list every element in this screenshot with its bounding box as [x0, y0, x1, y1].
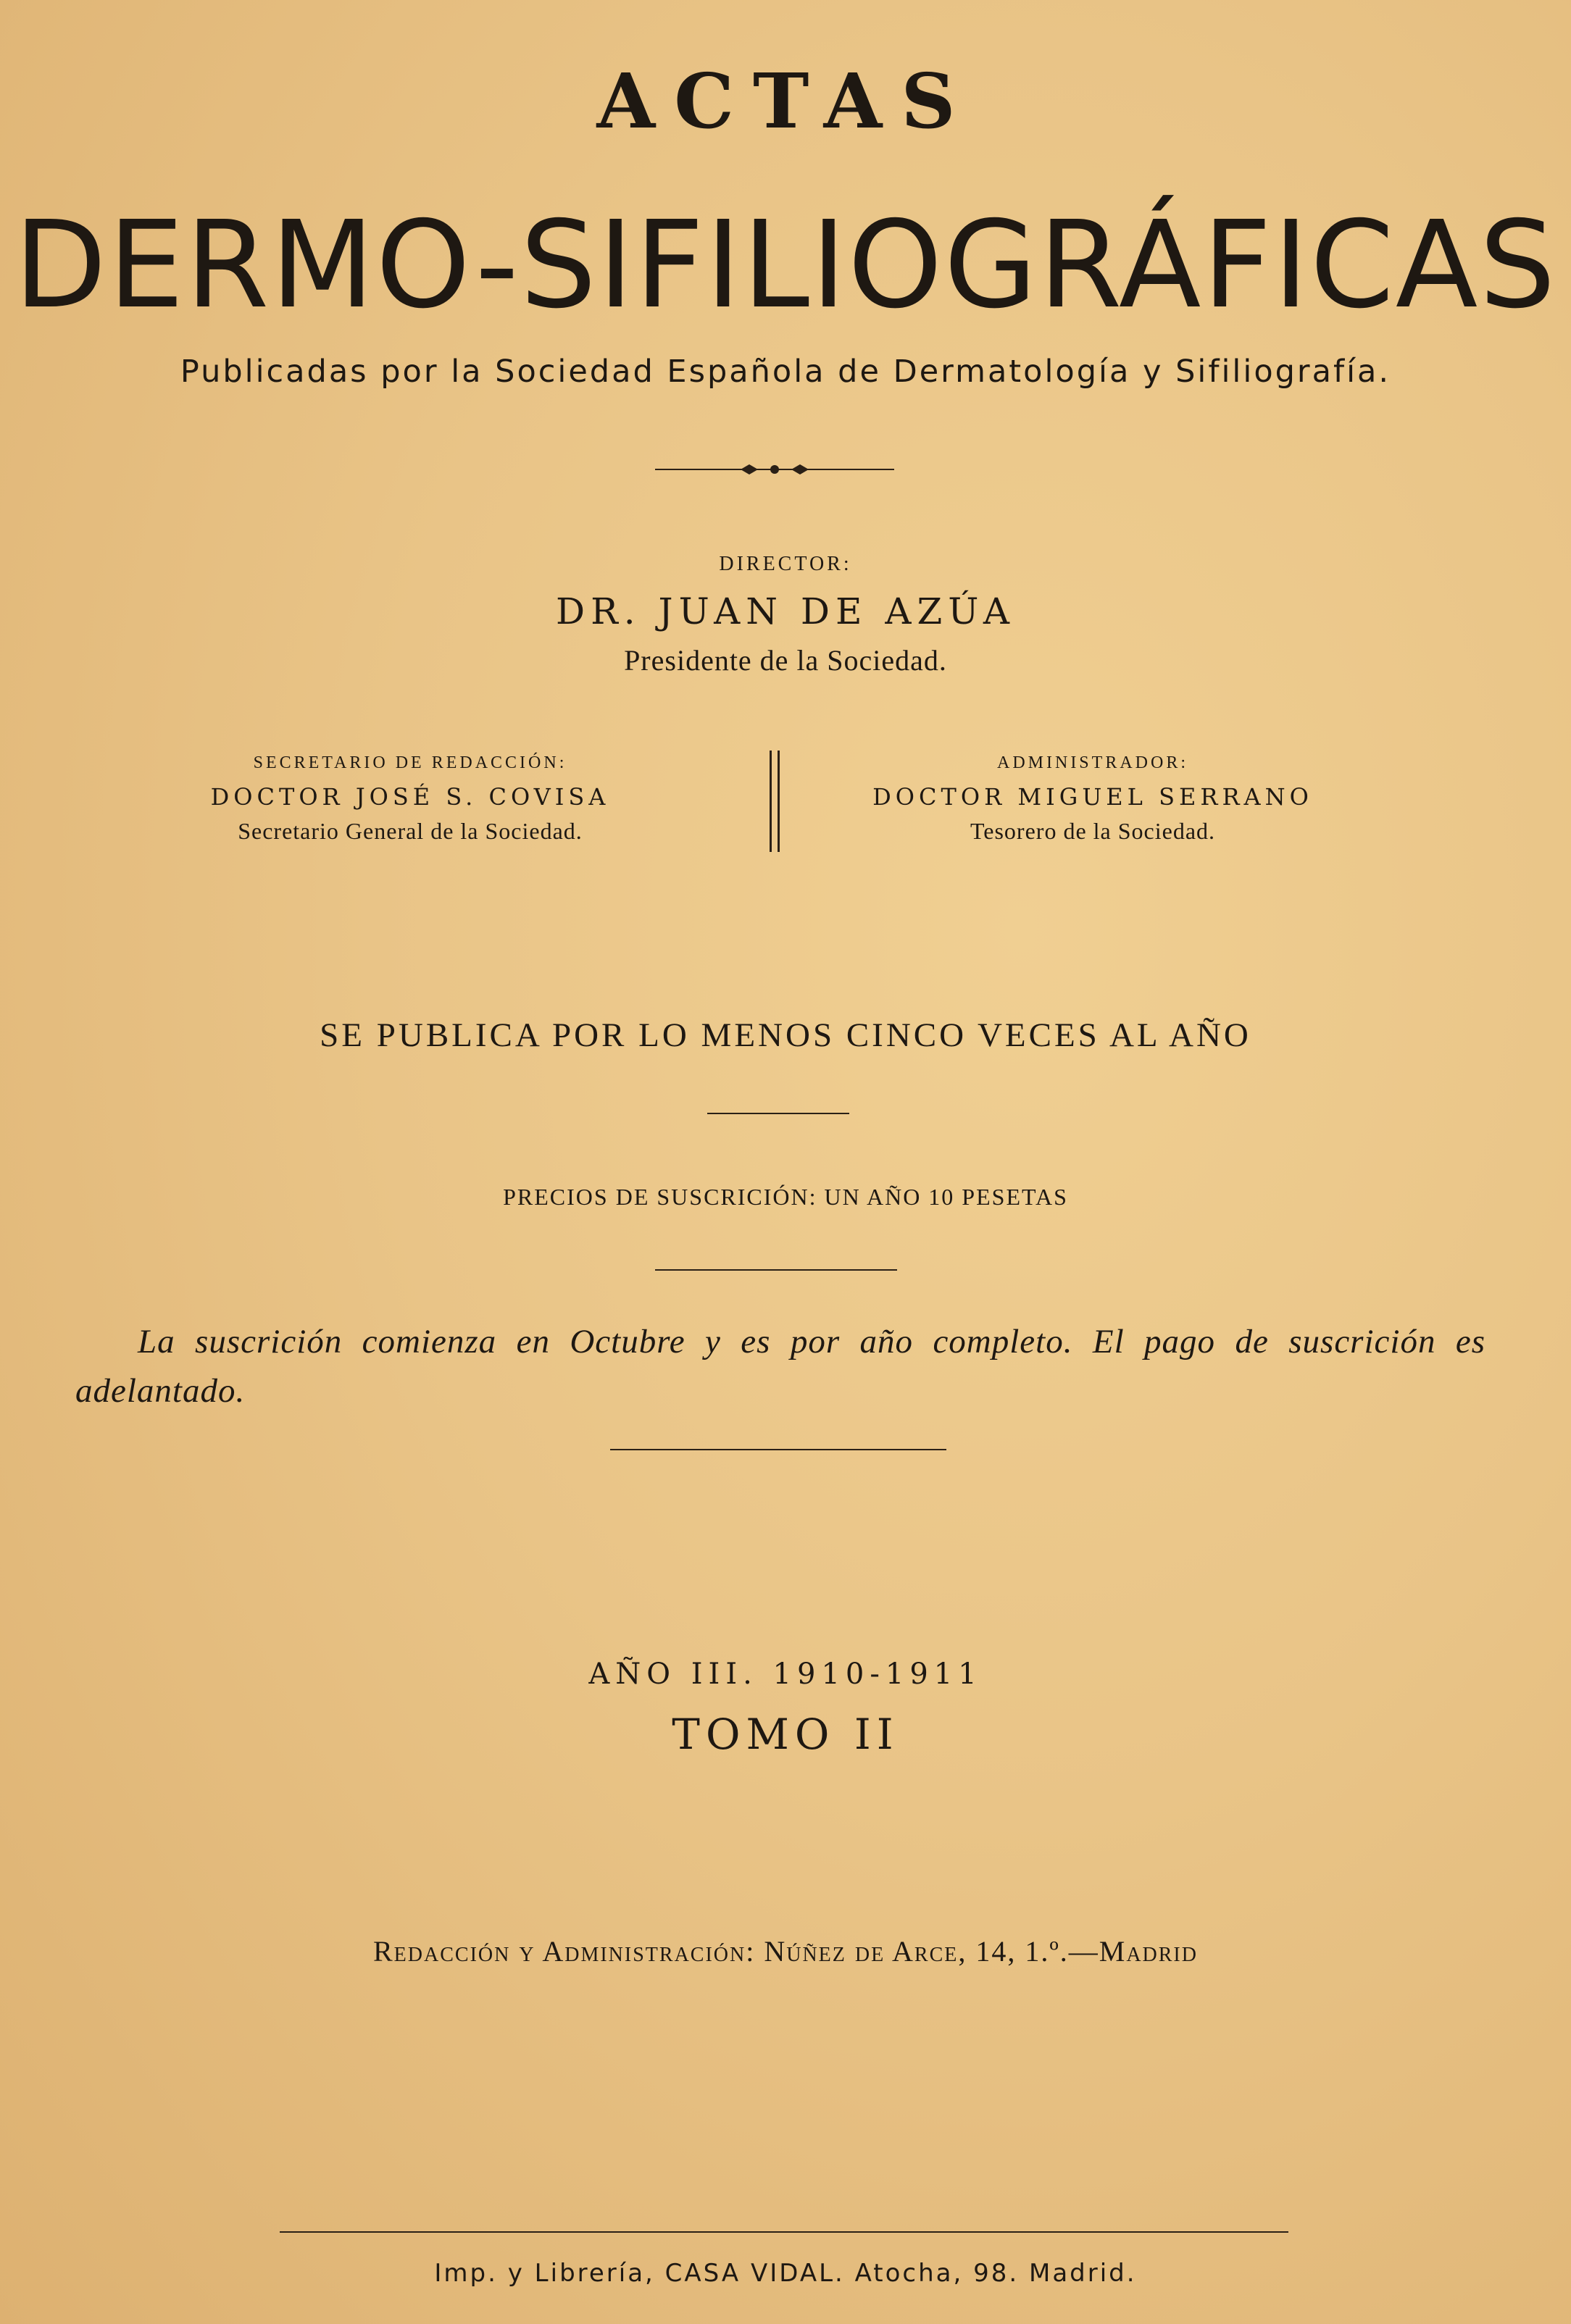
secretary-role: Secretario General de la Sociedad. [238, 818, 583, 844]
subscription-prices: PRECIOS DE SUSCRICIÓN: UN AÑO 10 PESETAS [503, 1184, 1068, 1210]
secretary-name: DOCTOR JOSÉ S. COVISA [210, 783, 610, 811]
divider-rule [610, 1449, 946, 1450]
journal-title: DERMO-SIFILIOGRÁFICAS [14, 196, 1557, 335]
masthead-top: ACTAS [596, 57, 975, 146]
ornament-divider-icon [655, 456, 894, 482]
footer-rule [280, 2231, 1288, 2233]
year-line: AÑO III. 1910-1911 [588, 1658, 983, 1691]
secretary-block [157, 753, 664, 845]
printer-imprint: Imp. y Librería, CASA VIDAL. Atocha, 98. Madrid. [434, 2259, 1137, 2288]
publication-frequency: SE PUBLICA POR LO MENOS CINCO VECES AL AÑO [320, 1016, 1251, 1054]
office-address: Redacción y Administración: Núñez de Arce, 14, 1.º.—Madrid [373, 1935, 1198, 1968]
divider-rule [707, 1113, 849, 1114]
administrator-label: ADMINISTRADOR: [996, 753, 1188, 772]
column-divider [770, 751, 780, 852]
administrator-role: Tesorero de la Sociedad. [970, 818, 1216, 844]
volume-number: TOMO II [672, 1710, 899, 1759]
director-label: DIRECTOR: [719, 553, 852, 575]
administrator-name: DOCTOR MIGUEL SERRANO [872, 783, 1313, 811]
director-role: Presidente de la Sociedad. [624, 644, 947, 677]
subscription-note: La suscrición comienza en Octubre y es por año completo. El pago de suscrición es adelantado. [75, 1323, 1485, 1410]
director-name: DR. JUAN DE AZÚA [556, 590, 1015, 632]
divider-rule [655, 1269, 897, 1271]
publisher-line: Publicadas por la Sociedad Española de Dermatología y Sifiliografía. [180, 354, 1391, 390]
administrator-block [839, 753, 1346, 845]
secretary-label: SECRETARIO DE REDACCIÓN: [253, 753, 567, 772]
